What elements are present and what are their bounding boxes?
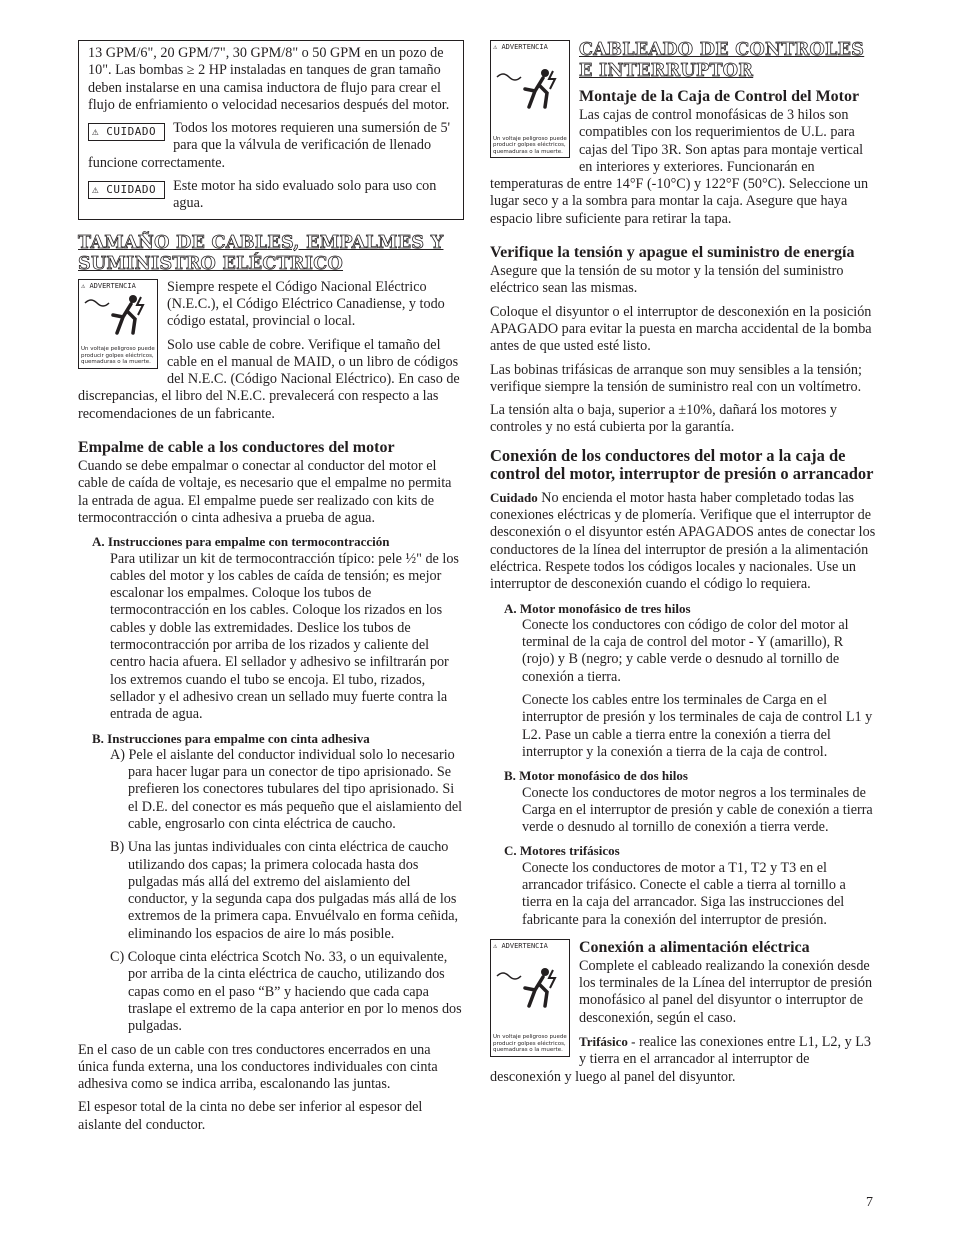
paragraph: Las bobinas trifásicas de arranque son muy sensibles a la tensión; verifique siempre la tensión de suministro real con un voltímetro. xyxy=(490,361,862,395)
paragraph: Las cajas de control monofásicas de 3 hilos son compatibles con los requerimientos de U.L. para cajas del Tipo 3R. Son aptas para montaje vertical en interiores y exteriores. Funcionarán en temperaturas de entre 14°F (-10°C) y 122°F (50°C). Seleccione un lugar seco y a la sombra para montar la caja. Asegure que haya espacio libre suficiente para retirar la tapa. xyxy=(490,107,869,227)
warning-triangle-icon: ⚠ xyxy=(92,183,100,197)
item-a-body: Conecte los conductores con código de color del motor al terminal de la caja de control del motor - Y (amarillo), R (rojo) y B (negro; y cable verde o desnudo al tornillo de conexión a tierra. xyxy=(522,616,849,685)
item-c-body: Conecte los conductores de motor a T1, T2 y T3 en el arrancador trifásico. Conecte el cable a tierra al tornillo a tierra en la caja del arrancador. Siga las instrucciones del fabricante para la conexión del interruptor de presión. xyxy=(522,859,846,928)
warning-box xyxy=(490,939,570,1057)
warning-box xyxy=(78,279,158,369)
paragraph: Trifásico - realice las conexiones entre L1, L2, y L3 y tierra en el arrancador al interruptor de desconexión y luego al panel del disyuntor. xyxy=(490,1034,872,1085)
left-column xyxy=(78,40,464,1140)
item-a-body: Conecte los cables entre los terminales de Carga en el interruptor de presión y los terminales de caja de control L1 y L2. Pase un cable a tierra entre la conexión a tierra del interruptor y la conexión a tierra de la caja de control. xyxy=(522,692,873,760)
section-title-cables: TAMAÑO DE CABLES, EMPALMES Y SUMINISTRO ELÉCTRICO xyxy=(78,232,444,274)
paragraph: Siempre respete el Código Nacional Eléctrico (N.E.C.), el Código Eléctrico Canadiense, y todo código estatal, provincial o local. xyxy=(167,278,445,330)
paragraph: En el caso de un cable con tres conductores encerrados en una única funda externa, una los conductores individuales con cinta adhesiva como se indica arriba, escalonando las juntas. xyxy=(78,1041,438,1093)
right-column xyxy=(490,40,878,1092)
info-box xyxy=(78,40,464,220)
paragraph: Solo use cable de cobre. Verifique el tamaño del cable en el manual de MAID, o un libro de códigos del N.E.C. (Código Nacional Eléctrico). En caso de discrepancias, el libro del N.E.C. prevalecerá con respecto a las recomendaciones de un fabricante. xyxy=(78,336,460,422)
three-phase-lead: Trifásico - xyxy=(579,1034,636,1050)
power-section xyxy=(490,939,878,1086)
verify-title: Verifique la tensión y apague el suministro de energía xyxy=(490,244,855,262)
warning-caption: Un voltaje peligroso puede producir golpes eléctricos, quemaduras o la muerte. xyxy=(81,346,155,366)
warning-caption: Un voltaje peligroso puede producir golpes eléctricos, quemaduras o la muerte. xyxy=(493,135,567,155)
list-item: B) Una las juntas individuales con cinta eléctrica de caucho utilizando dos capas; la primera colocada hasta dos pulgadas más allá del extremo del aislamiento del conductor, y la segunda capa dos pulgadas más allá de los extremos de la primera capa. Envuélvalo en forma ceñida, eliminando los espacios de aire lo más posible. xyxy=(110,839,459,942)
caution-lead: Cuidado xyxy=(490,489,538,505)
item-b-title: B. Instrucciones para empalme con cinta adhesiva xyxy=(92,730,370,746)
paragraph: Coloque el disyuntor o el interruptor de desconexión en la posición APAGADO para evitar la puesta en marcha accidental de la bomba antes de que usted esté listo. xyxy=(490,303,872,355)
electric-shock-icon xyxy=(495,958,565,1018)
caution-label: ⚠ CUIDADO xyxy=(88,123,165,141)
electric-shock-icon xyxy=(495,59,565,119)
page-number: 7 xyxy=(866,1195,873,1210)
electric-shock-icon xyxy=(83,293,153,337)
caution-label: ⚠ CUIDADO xyxy=(88,181,165,199)
section-title-controls: CABLEADO DE CONTROLES E INTERRUPTOR xyxy=(579,40,865,81)
item-a-body: Para utilizar un kit de termocontracción típico: pele ½" de los cables del motor y los cables de caída de tensión; es mejor escalonar los empalmes. Coloque los tubos de termocontracción en los cables. Coloque los rizados en los cables y doble las extremidades. Deslice los tubos de termocontracción por arriba de los rizados y caliente del centro hacia afuera. El sellador y adhesivo se infiltrarán por los extremos cuando el tubo se encoja. El tubo, rizados, sellador y el adhesivo crean un sellado muy fuerte contra la entrada de agua. xyxy=(110,550,459,723)
paragraph: Cuidado No encienda el motor hasta haber completado todas las conexiones eléctricas y de plomería. Verifique que el interruptor de desconexión o el disyuntor estén APAGADOS antes de conectar los conductores de la línea del interruptor de presión a la alimentación eléctrica. Respete todos los códigos locales y nacionales. Use un interruptor de desconexión cuando el código lo requiera. xyxy=(490,489,876,593)
item-c-title: C. Motores trifásicos xyxy=(504,843,620,859)
caution-text: Todos los motores requieren una sumersión de 5' para que la válvula de verificación de llenado funcione correctamente. xyxy=(88,120,451,171)
item-a-title: A. Instrucciones para empalme con termocontracción xyxy=(92,534,390,550)
paragraph: Cuando se debe empalmar o conectar al conductor del motor el cable de caída de voltaje, es necesario que el empalme no permita la entrada de agua. El empalme puede ser realizado con kits de termocontracción o cinta adhesiva a prueba de agua. xyxy=(78,458,452,526)
warning-header: ⚠ ADVERTENCIA xyxy=(493,941,548,950)
warning-caption: Un voltaje peligroso puede producir golpes eléctricos, quemaduras o la muerte. xyxy=(493,1034,567,1054)
paragraph: Asegure que la tensión de su motor y la tensión del suministro eléctrico sean las mismas. xyxy=(490,263,844,297)
caution-text: Este motor ha sido evaluado solo para uso con agua. xyxy=(173,178,437,212)
paragraph: El espesor total de la cinta no debe ser inferior al espesor del aislante del conductor. xyxy=(78,1099,423,1133)
power-title: Conexión a alimentación eléctrica xyxy=(579,938,810,956)
mount-title: Montaje de la Caja de Control del Motor xyxy=(579,88,860,105)
box-intro: 13 GPM/6", 20 GPM/7", 30 GPM/8" o 50 GPM en un pozo de 10". Las bombas ≥ 2 HP instaladas en tanques de gran tamaño deben instalarse en una camisa inductora de flujo para crear el flujo de enfriamiento o velocidad necesarios después del motor. xyxy=(88,45,450,113)
item-a-title: A. Motor monofásico de tres hilos xyxy=(504,600,691,616)
warning-header: ⚠ ADVERTENCIA xyxy=(493,43,548,51)
caution-notice-1 xyxy=(88,120,454,172)
warning-box xyxy=(490,40,570,158)
splice-title: Empalme de cable a los conductores del motor xyxy=(78,439,395,457)
list-item: A) Pele el aislante del conductor individual solo lo necesario para hacer lugar para un conector de tipo aprisionado. Se prefieren los conectores tubulares del tipo aprisionado. Si el D.E. del conector es más pequeño que el aislamiento del cable, engrosarlo con cinta eléctrica de caucho. xyxy=(110,746,463,832)
warning-header: ⚠ ADVERTENCIA xyxy=(81,281,136,290)
list-item: C) Coloque cinta eléctrica Scotch No. 33, o un equivalente, por arriba de la cinta eléctrica de caucho, utilizando dos capas como en el paso “B” y haciendo que cada capa traslape el extremo de la capa anterior en por lo menos dos pulgadas. xyxy=(110,949,462,1035)
item-b-title: B. Motor monofásico de dos hilos xyxy=(504,768,688,784)
caution-notice-2 xyxy=(88,178,454,213)
paragraph: Complete el cableado realizando la conexión desde los terminales de la Línea del interruptor de presión monofásico al panel del disyuntor o interruptor de desconexión, según el caso. xyxy=(579,957,873,1026)
paragraph: La tensión alta o baja, superior a ±10%, dañará los motores y controles y no está cubierta por la garantía. xyxy=(490,402,837,436)
item-b-body: Conecte los conductores de motor negros a los terminales de Carga en el interruptor de presión y cable de conexión a tierra verde o desnudo al tornillo de conexión a tierra verde. xyxy=(522,784,873,836)
connection-title: Conexión de los conductores del motor a la caja de control del motor, interruptor de presión o arrancador xyxy=(490,445,874,483)
warning-triangle-icon: ⚠ xyxy=(92,125,100,139)
